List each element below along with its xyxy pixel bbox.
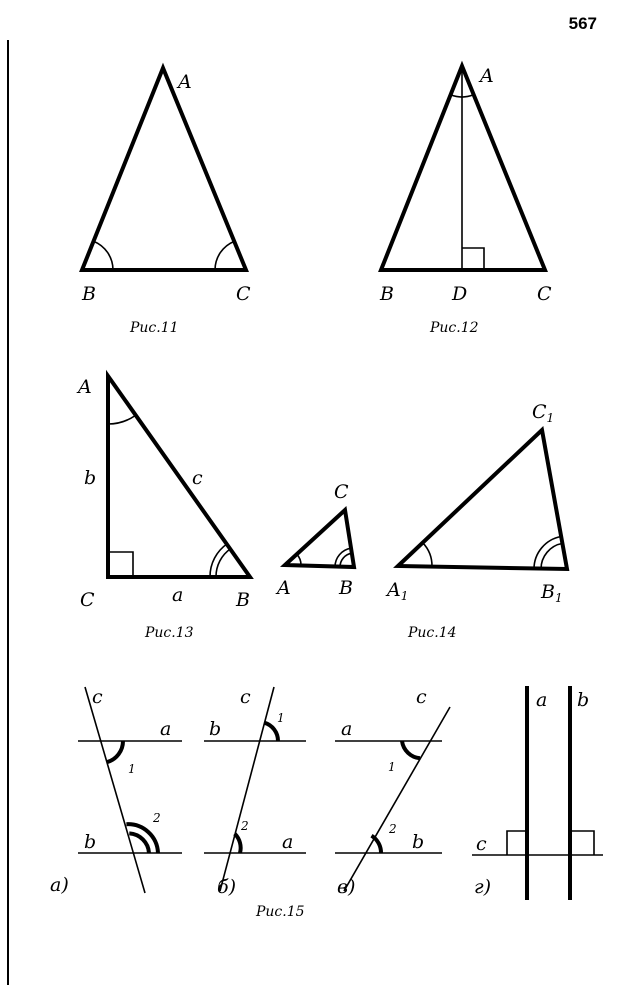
fig12-right-angle bbox=[462, 248, 484, 270]
fig15a-label-1: 1 bbox=[128, 762, 136, 776]
fig11-label-b: B bbox=[82, 283, 96, 305]
fig15g-label-a: a bbox=[536, 689, 548, 711]
figure-11 bbox=[81, 68, 251, 336]
fig13-label-a-side: a bbox=[172, 584, 184, 606]
fig11-label-a: A bbox=[178, 71, 192, 93]
fig15a-label-c: c bbox=[92, 686, 103, 708]
fig12-label-a: A bbox=[480, 65, 494, 87]
fig15v-line-c bbox=[344, 707, 450, 891]
figure-14 bbox=[275, 401, 567, 641]
fig15v-label-c: c bbox=[416, 686, 427, 708]
figure-15 bbox=[50, 686, 603, 920]
fig13-label-b-side: b bbox=[84, 467, 97, 489]
fig15a-label-a: a bbox=[160, 718, 172, 740]
fig13-triangle bbox=[108, 376, 250, 577]
fig12-caption: Рис.12 bbox=[430, 320, 479, 336]
fig14-large-angle-a bbox=[423, 543, 432, 567]
fig11-angle-c bbox=[215, 241, 235, 270]
fig11-triangle bbox=[82, 68, 246, 270]
fig15v-angle-2 bbox=[372, 836, 382, 853]
fig11-caption: Рис.11 bbox=[130, 320, 179, 336]
fig13-angle-a bbox=[108, 416, 135, 425]
fig15v-label-b: b bbox=[412, 831, 425, 853]
fig15-panel-b bbox=[204, 686, 306, 898]
fig15b-label-b: b bbox=[209, 718, 222, 740]
fig15b-label-2: 2 bbox=[241, 819, 249, 833]
fig12-label-d: D bbox=[452, 283, 468, 305]
fig15g-label-b: b bbox=[577, 689, 590, 711]
fig15a-angle-1 bbox=[107, 741, 123, 762]
fig13-label-c-side: c bbox=[192, 467, 203, 489]
fig15a-tag: а) bbox=[50, 874, 69, 896]
fig15v-label-a: a bbox=[341, 718, 353, 740]
fig15a-label-2: 2 bbox=[153, 811, 161, 825]
fig15v-label-2: 2 bbox=[389, 822, 397, 836]
fig14-label-a1: $A_1$ bbox=[387, 579, 409, 603]
fig13-angle-b-outer bbox=[210, 544, 228, 578]
fig15g-label-c: c bbox=[476, 833, 487, 855]
fig14-label-b: B bbox=[339, 577, 353, 599]
fig15b-tag: б) bbox=[217, 876, 237, 898]
fig15a-line-c bbox=[85, 687, 145, 893]
fig15v-tag: в) bbox=[337, 876, 356, 898]
fig11-label-c: C bbox=[236, 283, 251, 305]
figure-13 bbox=[76, 376, 250, 641]
fig14-caption: Рис.14 bbox=[408, 625, 457, 641]
fig11-angle-b bbox=[94, 241, 114, 270]
fig12-label-b: B bbox=[380, 283, 394, 305]
fig13-label-b: B bbox=[236, 589, 250, 611]
fig13-label-c: C bbox=[80, 589, 95, 611]
fig15-caption: Рис.15 bbox=[256, 904, 305, 920]
fig15-panel-g bbox=[472, 686, 603, 900]
page-number: 567 bbox=[568, 14, 597, 33]
fig14-large-angle-b-inner bbox=[541, 543, 562, 569]
fig14-label-a: A bbox=[277, 577, 291, 599]
figure-12 bbox=[379, 65, 552, 336]
fig15b-angle-2 bbox=[235, 834, 241, 853]
fig15g-right-angle-a bbox=[507, 831, 527, 855]
fig14-label-c: C bbox=[334, 481, 349, 503]
fig13-right-angle bbox=[108, 552, 133, 577]
fig15b-label-c: c bbox=[240, 686, 251, 708]
fig15b-label-1: 1 bbox=[277, 711, 285, 725]
fig13-caption: Рис.13 bbox=[145, 625, 194, 641]
fig15-panel-a bbox=[50, 686, 182, 896]
fig15a-label-b: b bbox=[84, 831, 97, 853]
fig15b-angle-1 bbox=[264, 723, 278, 741]
fig15g-right-angle-b bbox=[570, 831, 594, 855]
fig12-label-c: C bbox=[537, 283, 552, 305]
fig15v-angle-1 bbox=[402, 741, 420, 758]
fig15b-line-c bbox=[220, 687, 274, 891]
fig15-panel-v bbox=[335, 686, 450, 898]
fig13-label-a: A bbox=[78, 376, 92, 398]
fig14-label-b1: $B_1$ bbox=[541, 581, 563, 605]
fig15b-label-a: a bbox=[282, 831, 294, 853]
fig15g-tag: г) bbox=[474, 876, 492, 898]
fig14-label-c1: $C_1$ bbox=[532, 401, 555, 425]
fig15v-label-1: 1 bbox=[388, 760, 396, 774]
